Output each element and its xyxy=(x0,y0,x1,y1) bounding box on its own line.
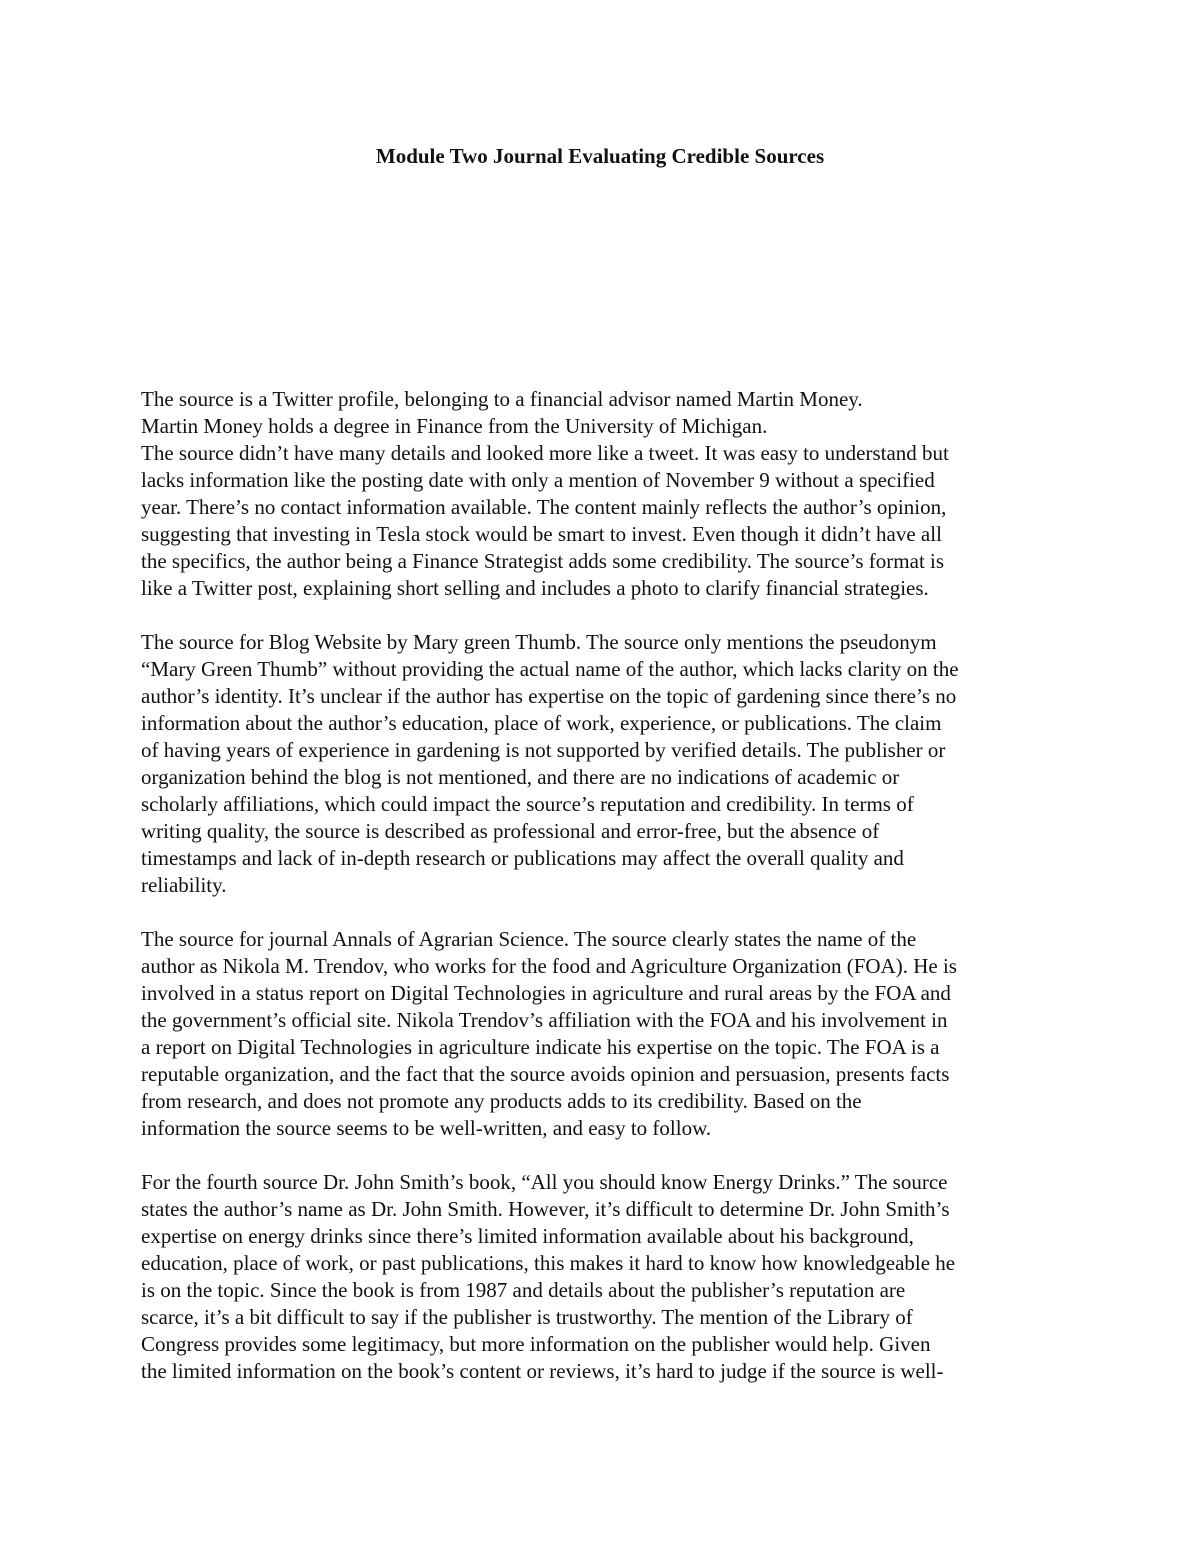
paragraph-spacer xyxy=(141,602,1076,629)
paragraph-twitter-source xyxy=(141,386,1076,602)
text-line: information about the author’s education, place of work, experience, or publications. The claim xyxy=(141,711,942,735)
text-line: Congress provides some legitimacy, but more information on the publisher would help. Given xyxy=(141,1332,931,1356)
text-line: “Mary Green Thumb” without providing the actual name of the author, which lacks clarity on the xyxy=(141,657,959,681)
text-line: author’s identity. It’s unclear if the author has expertise on the topic of gardening since there’s no xyxy=(141,684,957,708)
document-body xyxy=(141,386,1076,1385)
text-line: author as Nikola M. Trendov, who works for the food and Agriculture Organization (FOA). He is xyxy=(141,954,957,978)
text-line: the specifics, the author being a Finance Strategist adds some credibility. The source’s format is xyxy=(141,549,945,573)
text-line: information the source seems to be well-written, and easy to follow. xyxy=(141,1116,712,1140)
document-title: Module Two Journal Evaluating Credible Sources xyxy=(375,144,825,168)
text-line: organization behind the blog is not mentioned, and there are no indications of academic or xyxy=(141,765,900,789)
text-line: states the author’s name as Dr. John Smith. However, it’s difficult to determine Dr. John Smith’s xyxy=(141,1197,950,1221)
text-line: is on the topic. Since the book is from 1987 and details about the publisher’s reputation are xyxy=(141,1278,906,1302)
text-line: year. There’s no contact information available. The content mainly reflects the author’s opinion, xyxy=(141,495,947,519)
text-line: the limited information on the book’s content or reviews, it’s hard to judge if the source is well- xyxy=(141,1359,944,1383)
text-line: like a Twitter post, explaining short selling and includes a photo to clarify financial strategies. xyxy=(141,576,929,600)
text-line: scarce, it’s a bit difficult to say if the publisher is trustworthy. The mention of the Library of xyxy=(141,1305,913,1329)
text-line: scholarly affiliations, which could impact the source’s reputation and credibility. In terms of xyxy=(141,792,914,816)
text-line: expertise on energy drinks since there’s limited information available about his background, xyxy=(141,1224,914,1248)
text-line: The source is a Twitter profile, belonging to a financial advisor named Martin Money. xyxy=(141,387,863,411)
text-line: the government’s official site. Nikola Trendov’s affiliation with the FOA and his involvement in xyxy=(141,1008,948,1032)
text-line: For the fourth source Dr. John Smith’s book, “All you should know Energy Drinks.” The source xyxy=(141,1170,948,1194)
text-line: of having years of experience in gardening is not supported by verified details. The publisher or xyxy=(141,738,946,762)
paragraph-spacer xyxy=(141,1142,1076,1169)
paragraph-journal-source xyxy=(141,926,1076,1142)
text-line: lacks information like the posting date with only a mention of November 9 without a specified xyxy=(141,468,935,492)
text-line: a report on Digital Technologies in agriculture indicate his expertise on the topic. The FOA is a xyxy=(141,1035,940,1059)
text-line: involved in a status report on Digital Technologies in agriculture and rural areas by the FOA and xyxy=(141,981,951,1005)
paragraph-spacer xyxy=(141,899,1076,926)
text-line: reliability. xyxy=(141,873,227,897)
text-line: from research, and does not promote any products adds to its credibility. Based on the xyxy=(141,1089,862,1113)
text-line: timestamps and lack of in-depth research or publications may affect the overall quality and xyxy=(141,846,904,870)
paragraph-book-source xyxy=(141,1169,1076,1385)
text-line: suggesting that investing in Tesla stock would be smart to invest. Even though it didn’t have all xyxy=(141,522,942,546)
text-line: The source didn’t have many details and looked more like a tweet. It was easy to understand but xyxy=(141,441,949,465)
text-line: The source for Blog Website by Mary green Thumb. The source only mentions the pseudonym xyxy=(141,630,937,654)
text-line: reputable organization, and the fact that the source avoids opinion and persuasion, presents facts xyxy=(141,1062,950,1086)
text-line: writing quality, the source is described as professional and error-free, but the absence of xyxy=(141,819,880,843)
paragraph-blog-source xyxy=(141,629,1076,899)
text-line: Martin Money holds a degree in Finance from the University of Michigan. xyxy=(141,414,768,438)
text-line: The source for journal Annals of Agrarian Science. The source clearly states the name of the xyxy=(141,927,917,951)
text-line: education, place of work, or past publications, this makes it hard to know how knowledgeable he xyxy=(141,1251,956,1275)
